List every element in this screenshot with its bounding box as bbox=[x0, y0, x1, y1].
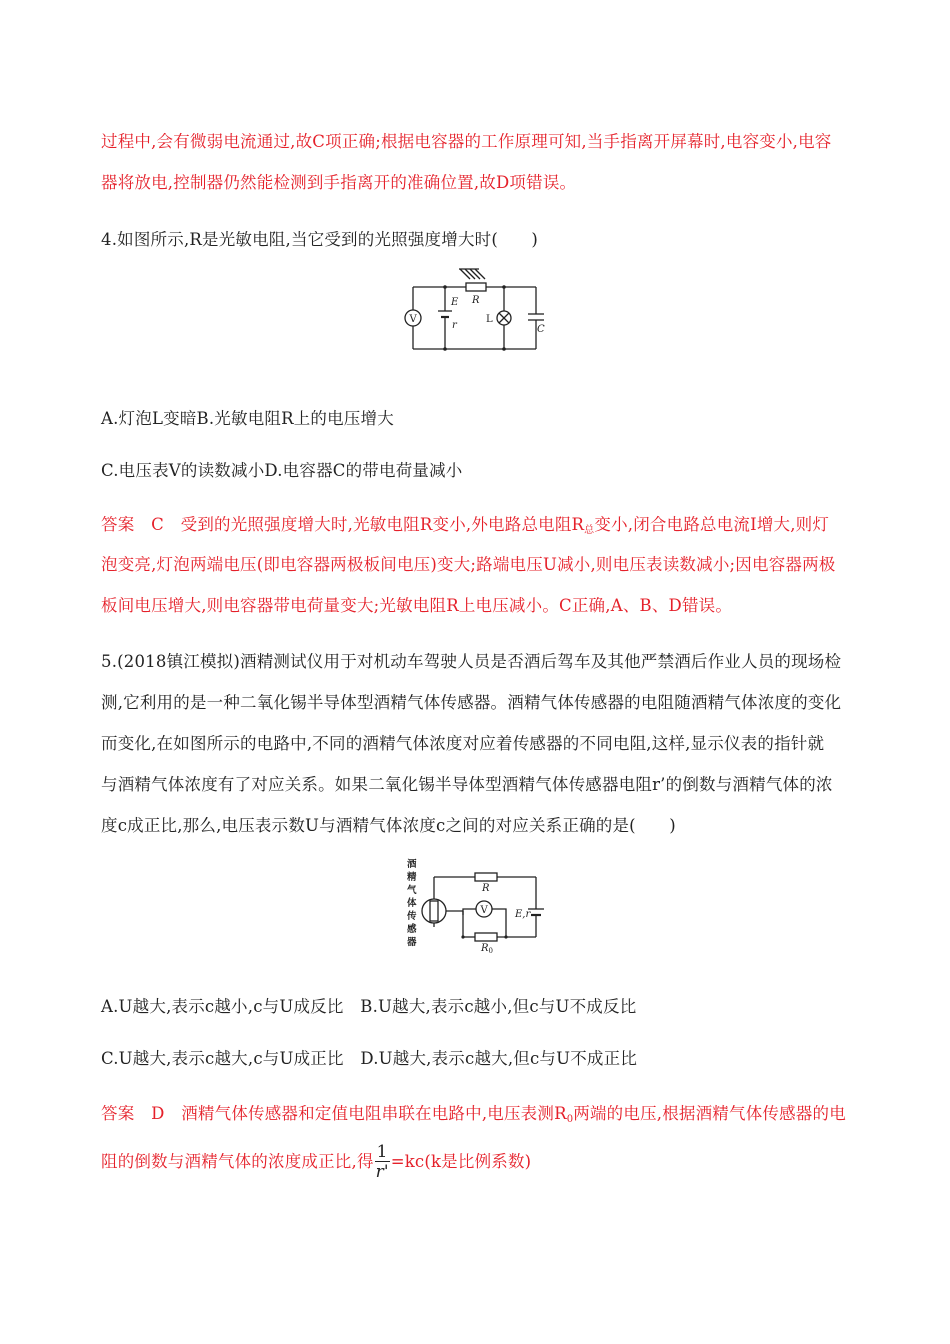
q4-answer-line-3: 板间电压增大,则电容器带电荷量变大;光敏电阻R上电压减小。C正确,A、B、D错误。 bbox=[101, 596, 733, 615]
q4-label-E: E bbox=[451, 297, 459, 308]
q4-options-line-2: C.电压表V的读数减小D.电容器C的带电荷量减小 bbox=[101, 461, 463, 480]
q4-circuit-diagram bbox=[400, 265, 560, 355]
q4-options-line-1: A.灯泡L变暗B.光敏电阻R上的电压增大 bbox=[101, 409, 394, 428]
q5-stem-line-3: 而变化,在如图所示的电路中,不同的酒精气体浓度对应着传感器的不同电阻,这样,显示仪表的指针就 bbox=[101, 734, 825, 753]
q5-stem-line-4: 与酒精气体浓度有了对应关系。如果二氧化锡半导体型酒精气体传感器电阻r’的倒数与酒精气体的浓 bbox=[101, 775, 833, 794]
q5-stem-line-1: 5.(2018镇江模拟)酒精测试仪用于对机动车驾驶人员是否酒后驾车及其他严禁酒后作业人员的现场检 bbox=[101, 652, 842, 671]
q5-label-Er: E,r bbox=[515, 909, 531, 920]
q4-label-r: r bbox=[452, 320, 457, 331]
q5-label-R: R bbox=[482, 883, 490, 894]
prev-answer-line-2: 器将放电,控制器仍然能检测到手指离开的准确位置,故D项错误。 bbox=[101, 173, 577, 192]
prev-answer-line-1: 过程中,会有微弱电流通过,故C项正确;根据电容器的工作原理可知,当手指离开屏幕时,电容变小,电容 bbox=[101, 132, 832, 151]
q5-circuit-diagram bbox=[403, 855, 553, 955]
q5-sensor-char-2: 精 bbox=[407, 872, 417, 883]
q4-label-V: V bbox=[409, 314, 417, 325]
q5-sensor-char-3: 气 bbox=[407, 885, 417, 896]
q4-label-C: C bbox=[537, 324, 545, 335]
q5-options-line-1: A.U越大,表示c越小,c与U成反比 B.U越大,表示c越小,但c与U不成反比 bbox=[101, 997, 637, 1016]
q5-stem-line-5: 度c成正比,那么,电压表示数U与酒精气体浓度c之间的对应关系正确的是( ) bbox=[101, 816, 676, 835]
q5-answer-line-1: 答案 D 酒精气体传感器和定值电阻串联在电路中,电压表测$R_0$两端的电压,根据酒精气体传感器的电 bbox=[101, 1104, 846, 1125]
q5-sensor-char-4: 体 bbox=[407, 898, 417, 909]
q5-sensor-char-5: 传 bbox=[407, 911, 417, 922]
q5-options-line-2: C.U越大,表示c越大,c与U成正比 D.U越大,表示c越大,但c与U不成正比 bbox=[101, 1049, 638, 1068]
q4-stem: 4.如图所示,R是光敏电阻,当它受到的光照强度增大时( ) bbox=[101, 230, 539, 249]
q4-label-R: R bbox=[472, 295, 480, 306]
q5-sensor-char-6: 感 bbox=[407, 924, 417, 935]
q5-answer-fraction: $\frac{1}{r'}$ bbox=[375, 1142, 389, 1182]
q5-sensor-char-7: 器 bbox=[407, 937, 417, 948]
q5-answer-line-2: 阻的倒数与酒精气体的浓度成正比,得 $\frac{1}{r'}$ =kc(k是比例系数) bbox=[101, 1142, 532, 1182]
q4-answer-line-1: 答案 C 受到的光照强度增大时,光敏电阻R变小,外电路总电阻$R_总$变小,闭合电路总电流I增大,则灯 bbox=[101, 515, 830, 536]
q4-answer-line-2: 泡变亮,灯泡两端电压(即电容器两极板间电压)变大;路端电压U减小,则电压表读数减小;因电容器两极 bbox=[101, 555, 836, 574]
q5-sensor-char-1: 酒 bbox=[407, 859, 417, 870]
q4-label-L: L bbox=[486, 314, 493, 325]
q5-label-V: V bbox=[480, 905, 488, 916]
q5-stem-line-2: 测,它利用的是一种二氧化锡半导体型酒精气体传感器。酒精气体传感器的电阻随酒精气体浓度的变化 bbox=[101, 693, 842, 712]
q5-label-R0: $R_0$ bbox=[481, 943, 493, 955]
